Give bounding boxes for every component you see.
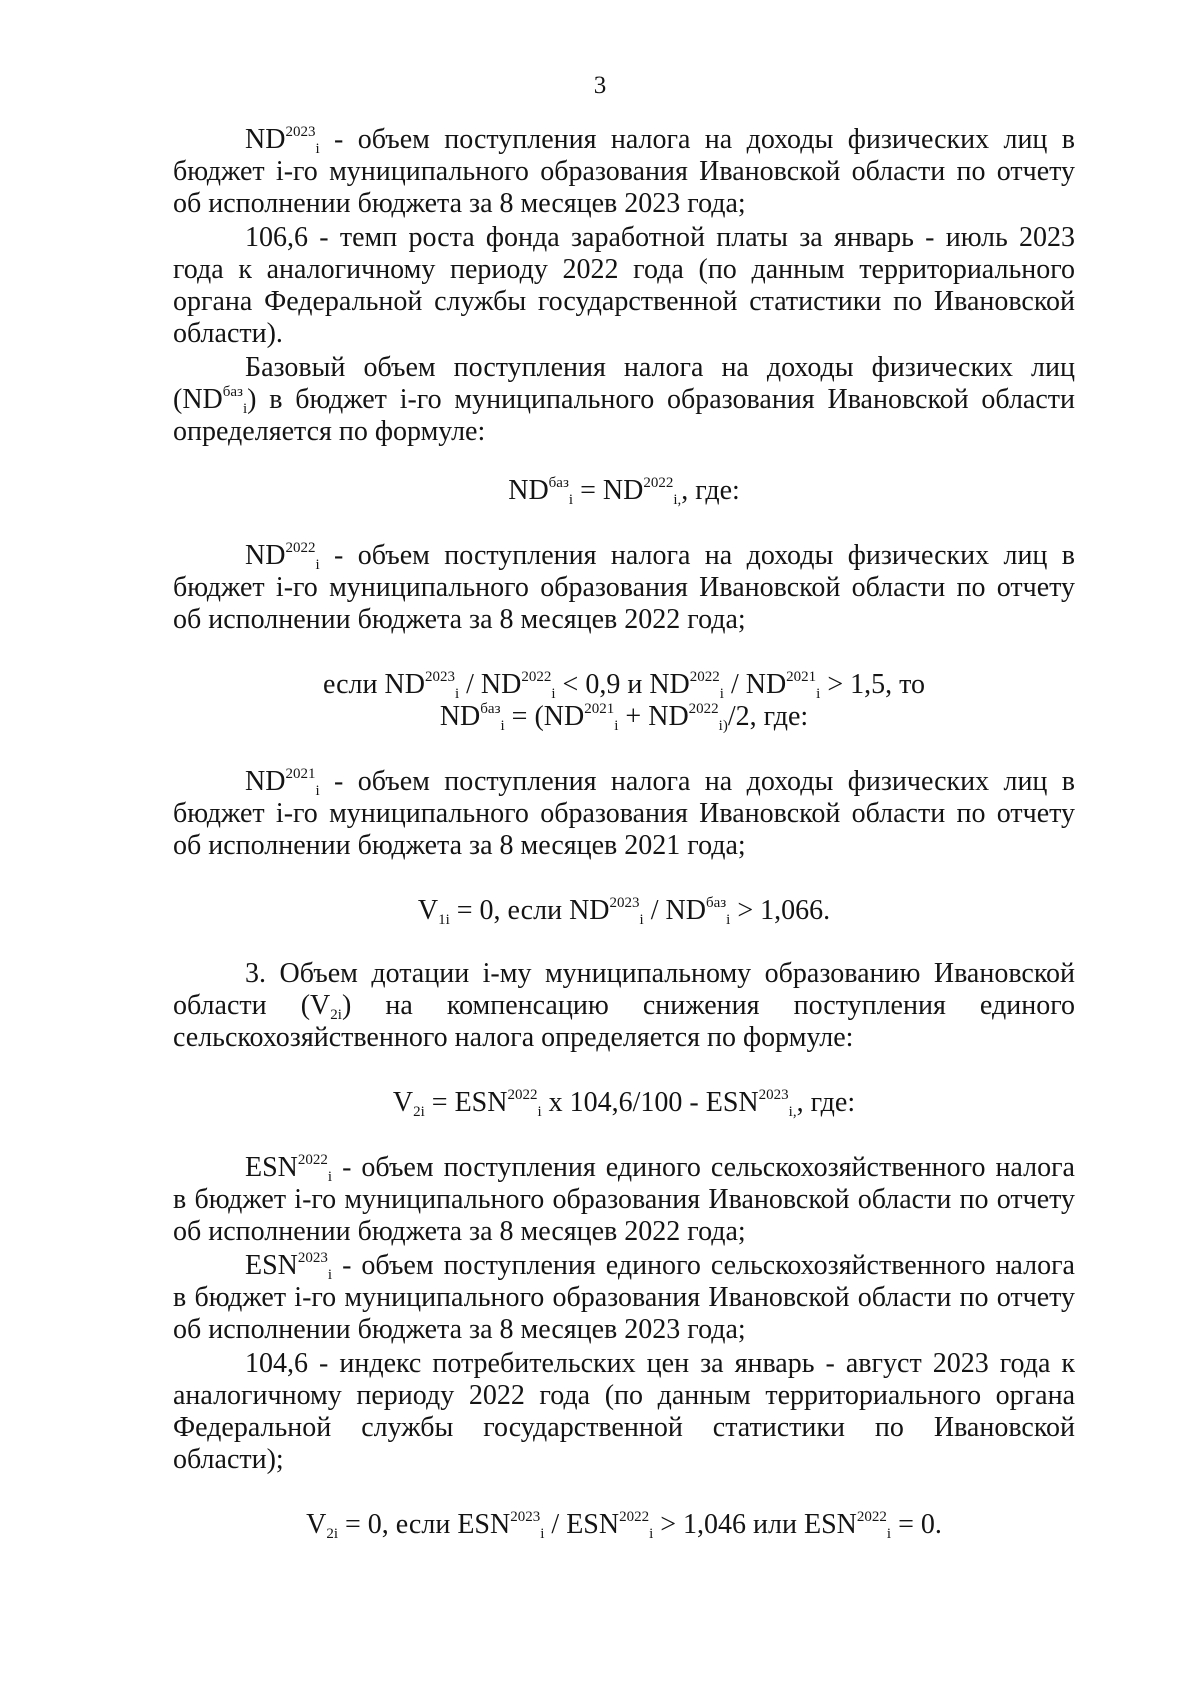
formula-base-volume: $ND^{баз}_i = ND^{2022}_{i,}$, где:: [508, 475, 740, 508]
paragraph-base-volume: Базовый объем поступления налога на доходы физических лиц $(ND^{баз}_i)$ в бюджет i-го муниципального образования Ивановской области определяется по формуле:: [173, 352, 1075, 447]
symbol-nd: ND: [245, 124, 286, 155]
paragraph-growth-rate: 106,6 - темп роста фонда заработной платы за январь - июль 2023 года к аналогичному периоду 2022 года (по данным территориального органа Федеральной службы государственной статистики по Ивановской области).: [173, 222, 1075, 349]
nd2023-definition-text: - объем поступления налога на доходы физических лиц в бюджет i-го муниципального образования Ивановской области по отчету об исполнении бюджета за 8 месяцев 2023 года;: [173, 124, 1076, 219]
formula-condition: если $ND^{2023}_i / ND^{2022}_i < 0,9$ и $ND^{2022}_i / ND^{2021}_i > 1,5$, то: [322, 669, 926, 702]
paragraph-nd2021-definition: $ND^{2021}_i$ - объем поступления налога на доходы физических лиц в бюджет i-го муниципального образования Ивановской области по отчету об исполнении бюджета за 8 месяцев 2021 года;: [173, 766, 1076, 861]
paragraph-cpi: 104,6 - индекс потребительских цен за январь - август 2023 года к аналогичному периоду 2022 года (по данным территориального органа Федеральной службы государственной статистики по Ивановской области);: [173, 1348, 1075, 1475]
paragraph-item-3: 3. Объем дотации i-му муниципальному образованию Ивановской области $(V_{2i})$ на компенсацию снижения поступления единого сельскохозяйственного налога определяется по формуле:: [173, 958, 1075, 1053]
paragraph-nd2023-definition: $ND^{2023}_i$ - объем поступления налога на доходы физических лиц в бюджет i-го муниципального образования Ивановской области по отчету об исполнении бюджета за 8 месяцев 2023 года;: [173, 124, 1076, 219]
document-body: [173, 124, 1075, 1541]
page-number: 3: [593, 72, 607, 99]
formula-v2: $V_{2i} = ESN^{2022}_i$ х $104,6/100 - ESN^{2023}_{i,}$, где:: [392, 1087, 856, 1120]
formula-v1-zero: $V_{1i} = 0$, если $ND^{2023}_i / ND^{баз}_i > 1,066$.: [417, 895, 831, 928]
paragraph-nd2022-definition: $ND^{2022}_i$ - объем поступления налога на доходы физических лиц в бюджет i-го муниципального образования Ивановской области по отчету об исполнении бюджета за 8 месяцев 2022 года;: [173, 540, 1076, 635]
paragraph-esn2023-definition: $ESN^{2023}_i$ - объем поступления единого сельскохозяйственного налога в бюджет i-го муниципального образования Ивановской области по отчету об исполнении бюджета за 8 месяцев 2023 года;: [173, 1250, 1075, 1345]
formula-v2-zero: $V_{2i} = 0$, если $ESN^{2023}_i / ESN^{2022}_i > 1,046$ или $ESN^{2022}_i = 0$.: [306, 1509, 942, 1542]
formula-base-average: $ND^{баз}_i = (ND^{2021}_i + ND^{2022}_{i)}/2$, где:: [439, 701, 809, 734]
paragraph-esn2022-definition: $ESN^{2022}_i$ - объем поступления единого сельскохозяйственного налога в бюджет i-го муниципального образования Ивановской области по отчету об исполнении бюджета за 8 месяцев 2022 года;: [173, 1152, 1075, 1247]
